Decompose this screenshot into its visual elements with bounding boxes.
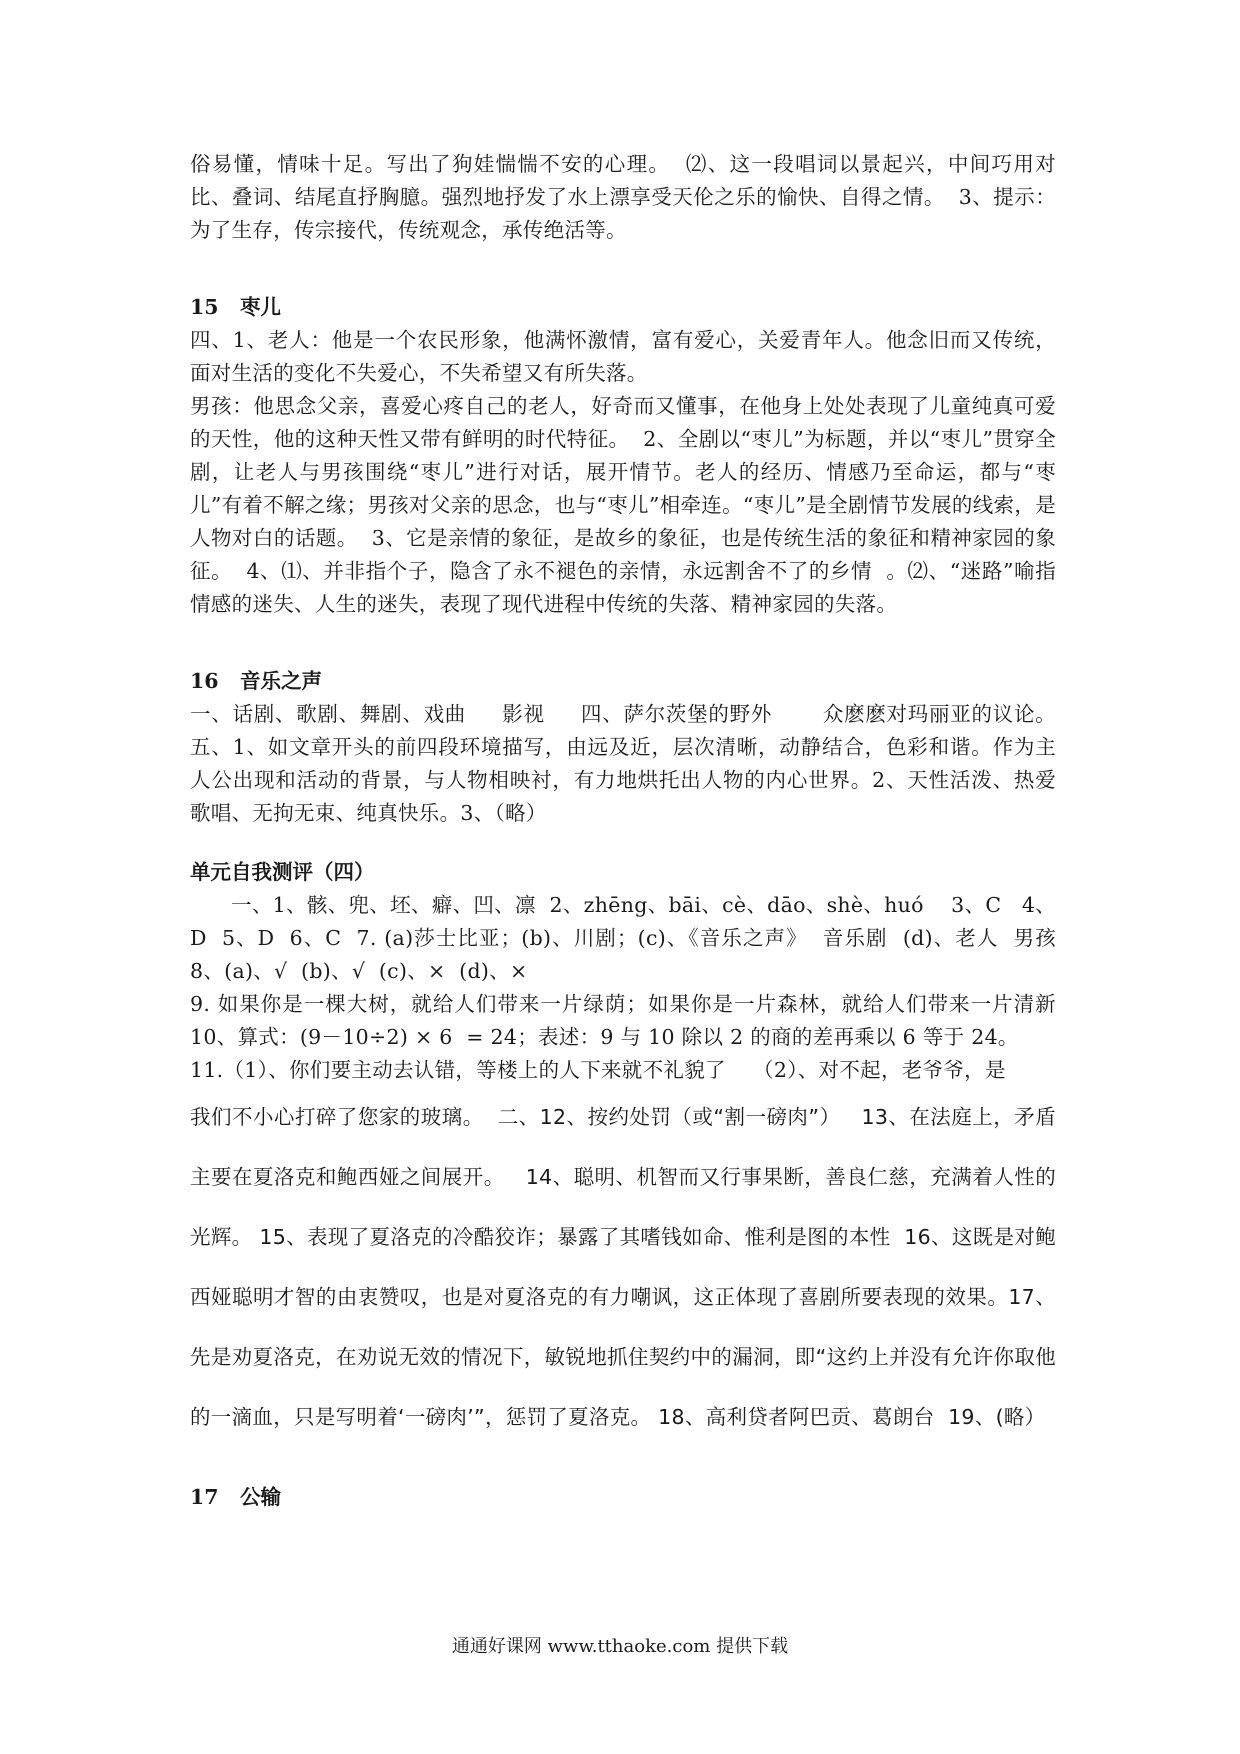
evaluation-paragraph-4: 我们不小心打碎了您家的玻璃。 二、12、按约处罚（或“割一磅肉”） 13、在法庭上，矛盾主要在夏洛克和鲍西娅之间展开。 14、聪明、机智而又行事果断，善良仁慈，充满着人性的光辉。 15、表现了夏洛克的冷酷狡诈；暴露了其嗜钱如命、惟利是图的本性 16、这既是对鲍西娅聪明才智的由衷赞叹，也是对夏洛克的有力嘲讽，这正体现了喜剧所要表现的效果。17、先是劝夏洛克，在劝说无效的情况下，敏锐地抓住契约中的漏洞，即“这约上并没有允许你取他的一滴血，只是写明着‘一磅肉’”，惩罚了夏洛克。 18、高利贷者阿巴贡、葛朗台 19、(略） xyxy=(190,1105,1056,1429)
page-footer: 通通好课网 www.tthaoke.com 提供下载 xyxy=(451,1636,789,1657)
section-17-title: 17 公输 xyxy=(190,1485,281,1509)
evaluation-title: 单元自我测评（四） xyxy=(190,860,375,884)
section-16-title: 16 音乐之声 xyxy=(190,669,322,693)
evaluation-paragraph-2: 9. 如果你是一棵大树，就给人们带来一片绿荫；如果你是一片森林，就给人们带来一片清新 10、算式：(9－10÷2) × 6 = 24；表述：9 与 10 除以 2 的商的差再乘以 6 等于 24。 xyxy=(190,992,1084,1049)
evaluation-paragraph-1: 一、1、骸、兜、坯、癖、凹、凛 2、zhēng、bāi、cè、dāo、shè、huó 3、C 4、D 5、D 6、C 7. (a)莎士比亚；(b)、川剧；(c)、《音乐之声》 音乐剧 (d)、老人 男孩 8、(a)、√ (b)、√ (c)、× (d)、× xyxy=(190,893,1070,983)
intro-paragraph: 俗易懂，情味十足。写出了狗娃惴惴不安的心理。 ⑵、这一段唱词以景起兴，中间巧用对比、叠词、结尾直抒胸臆。强烈地抒发了水上漂享受天伦之乐的愉快、自得之情。 3、提示：为了生存，传宗接代，传统观念，承传绝活等。 xyxy=(190,152,1056,242)
evaluation-paragraph-3: 11.（1）、你们要主动去认错，等楼上的人下来就不礼貌了 （2）、对不起，老爷爷，是 xyxy=(190,1058,1006,1082)
section-15-title: 15 枣儿 xyxy=(190,295,281,319)
section-16-paragraph-1: 一、话剧、歌剧、舞剧、戏曲 影视 四、萨尔茨堡的野外 众麽麽对玛丽亚的议论。 五、1、如文章开头的前四段环境描写，由远及近，层次清晰，动静结合，色彩和谐。作为主人公出现和活动的背景，与人物相映衬，有力地烘托出人物的内心世界。2、天性活泼、热爱歌唱、无拘无束、纯真快乐。3、（略） xyxy=(190,702,1070,825)
section-15-paragraph-2: 男孩：他思念父亲，喜爱心疼自己的老人，好奇而又懂事，在他身上处处表现了儿童纯真可爱的天性，他的这种天性又带有鲜明的时代特征。 2、全剧以“枣儿”为标题，并以“枣儿”贯穿全剧，让老人与男孩围绕“枣儿”进行对话，展开情节。老人的经历、情感乃至命运，都与“枣儿”有着不解之缘；男孩对父亲的思念，也与“枣儿”相牵连。“枣儿”是全剧情节发展的线索，是人物对白的话题。 3、它是亲情的象征，是故乡的象征，也是传统生活的象征和精神家园的象征。 4、⑴、并非指个子，隐含了永不褪色的亲情，永远割舍不了的乡情 。⑵、“迷路”喻指情感的迷失、人生的迷失，表现了现代进程中传统的失落、精神家园的失落。 xyxy=(190,394,1056,616)
section-15-paragraph-1: 四、1、老人：他是一个农民形象，他满怀激情，富有爱心，关爱青年人。他念旧而又传统，面对生活的变化不失爱心，不失希望又有所失落。 xyxy=(190,328,1056,385)
document-body xyxy=(190,148,1084,1514)
